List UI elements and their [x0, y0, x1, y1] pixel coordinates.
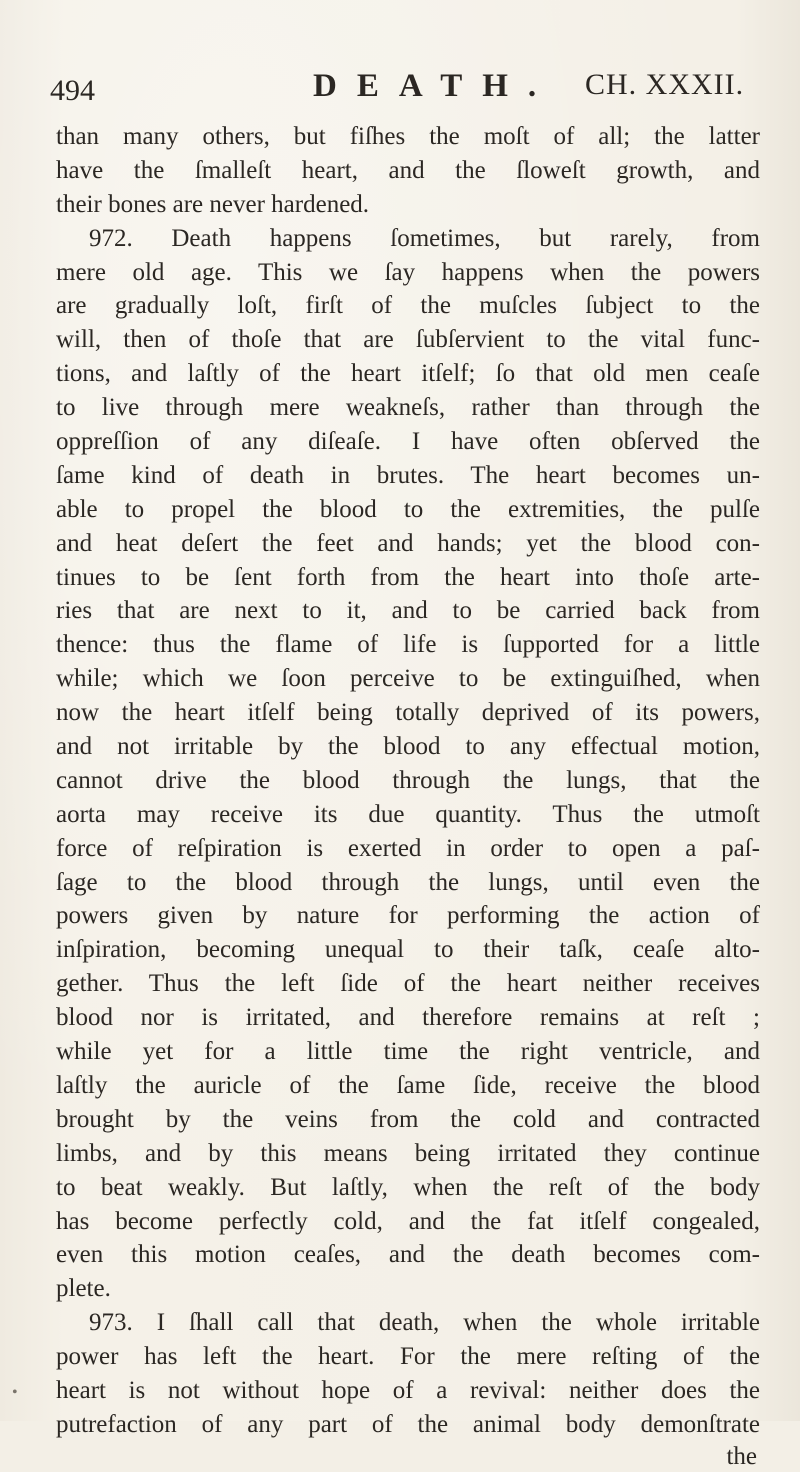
running-title: DEATH. [313, 68, 557, 104]
chapter-label: CH. XXXII. [585, 68, 745, 101]
text-line: and heat deſert the feet and hands; yet the blood con- [56, 529, 760, 557]
text-line: laſtly the auricle of the ſame ſide, receive the blood [56, 1071, 760, 1099]
text-line: have the ſmalleſt heart, and the ſloweſt growth, and [56, 156, 760, 184]
text-line: while; which we ſoon perceive to be extinguiſhed, when [56, 665, 760, 693]
text-line: able to propel the blood to the extremities, the pulſe [56, 495, 760, 523]
text-line: heart is not without hope of a revival: neither does the [56, 1376, 760, 1404]
text-line: tinues to be ſent forth from the heart into thoſe arte- [56, 563, 760, 591]
text-line: ſage to the blood through the lungs, until even the [56, 868, 760, 896]
text-line: thence: thus the flame of life is ſupported for a little [56, 631, 760, 659]
text-line: now the heart itſelf being totally deprived of its powers, [56, 699, 760, 727]
running-head [50, 62, 760, 112]
text-line: power has left the heart. For the mere reſting of the [56, 1343, 760, 1371]
text-line: and not irritable by the blood to any effectual motion, [56, 733, 760, 761]
text-line: ries that are next to it, and to be carried back from [56, 597, 760, 625]
text-line: gether. Thus the left ſide of the heart neither receives [56, 970, 760, 998]
text-line: even this motion ceaſes, and the death becomes com- [56, 1241, 760, 1269]
margin-speck: • [12, 1384, 18, 1401]
text-line: than many others, but fiſhes the moſt of all; the latter [56, 123, 760, 150]
paragraph-972-start: 972. Death happens ſometimes, but rarely, from [89, 224, 760, 252]
text-line: will, then of thoſe that are ſubſervient to the vital func- [56, 326, 760, 354]
text-line: oppreſſion of any diſeaſe. I have often obſerved the [56, 428, 760, 456]
text-line: brought by the veins from the cold and contracted [56, 1105, 760, 1133]
text-line: while yet for a little time the right ventricle, and [56, 1038, 760, 1066]
text-line: their bones are never hardened. [56, 190, 370, 218]
text-line: aorta may receive its due quantity. Thus the utmoſt [56, 800, 760, 828]
body-text [56, 120, 760, 1472]
text-line: inſpiration, becoming unequal to their taſk, ceaſe alto- [56, 936, 760, 964]
text-line: cannot drive the blood through the lungs, that the [56, 766, 760, 794]
text-line: are gradually loſt, firſt of the muſcles ſubject to the [56, 292, 760, 320]
text-line: blood nor is irritated, and therefore remains at reſt ; [56, 1004, 760, 1032]
page-number: 494 [50, 74, 95, 107]
text-line: ſame kind of death in brutes. The heart becomes un- [56, 461, 760, 489]
text-line: limbs, and by this means being irritated they continue [56, 1139, 760, 1167]
text-line: mere old age. This we ſay happens when the powers [56, 258, 760, 286]
text-line: force of reſpiration is exerted in order to open a paſ- [56, 834, 760, 862]
text-line: putrefaction of any part of the animal body demonſtrate [56, 1410, 760, 1438]
text-line: powers given by nature for performing the action of [56, 902, 760, 930]
text-line: plete. [56, 1275, 111, 1303]
text-line: has become perfectly cold, and the fat itſelf congealed, [56, 1207, 760, 1235]
text-line: tions, and laſtly of the heart itſelf; ſo that old men ceaſe [56, 360, 760, 388]
text-line: to beat weakly. But laſtly, when the reſt of the body [56, 1173, 760, 1201]
text-line: to live through mere weakneſs, rather than through the [56, 394, 760, 422]
catchword: the [726, 1442, 757, 1470]
paragraph-973-start: 973. I ſhall call that death, when the whole irritable [89, 1309, 760, 1337]
